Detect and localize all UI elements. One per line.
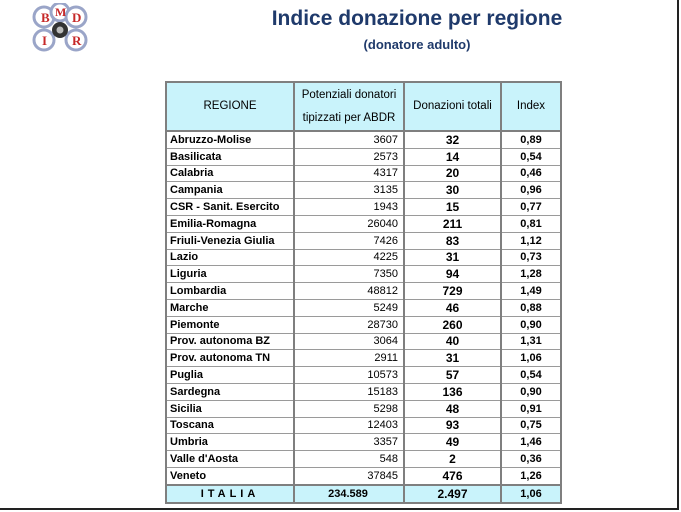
cell-region: Abruzzo-Molise [167,131,294,148]
header-region: REGIONE [167,83,294,131]
cell-potential-donors: 2573 [294,148,404,165]
cell-index: 0,89 [501,131,560,148]
logo-letter-d: D [72,10,82,25]
logo-letter-m: M [55,5,67,19]
cell-total-donations: 30 [404,182,501,199]
cell-total-donations: 2 [404,451,501,468]
header-potential-line1: Potenziali donatori [301,88,397,101]
cell-total-donations: 31 [404,350,501,367]
cell-index: 0,90 [501,383,560,400]
cell-index: 0,81 [501,215,560,232]
cell-region: Liguria [167,266,294,283]
cell-region: Prov. autonoma BZ [167,333,294,350]
cell-region: Sardegna [167,383,294,400]
donation-table-container [165,81,562,504]
table-body [167,131,560,502]
page-subtitle: (donatore adulto) [363,37,471,52]
cell-index: 0,73 [501,249,560,266]
cell-region: Lombardia [167,283,294,300]
table-row [167,148,560,165]
cell-potential-donors: 28730 [294,316,404,333]
table-row [167,434,560,451]
cell-total-donations: 211 [404,215,501,232]
table-row [167,367,560,384]
cell-region: Sicilia [167,400,294,417]
table-row [167,232,560,249]
cell-potential-donors: 7426 [294,232,404,249]
cell-potential-donors: 3064 [294,333,404,350]
table-row [167,383,560,400]
table-row [167,131,560,148]
cell-index: 0,90 [501,316,560,333]
table-row [167,266,560,283]
cell-region: Valle d'Aosta [167,451,294,468]
table-row [167,165,560,182]
cell-index: 1,26 [501,467,560,484]
total-potential-donors: 234.589 [294,485,404,502]
cell-total-donations: 49 [404,434,501,451]
cell-total-donations: 83 [404,232,501,249]
cell-total-donations: 260 [404,316,501,333]
cell-index: 1,06 [501,350,560,367]
header-potential-donors [294,83,404,131]
cell-index: 0,77 [501,199,560,216]
cell-index: 1,28 [501,266,560,283]
cell-total-donations: 48 [404,400,501,417]
total-index: 1,06 [501,485,560,502]
cell-index: 0,54 [501,148,560,165]
cell-region: Emilia-Romagna [167,215,294,232]
cell-potential-donors: 5298 [294,400,404,417]
cell-region: CSR - Sanit. Esercito [167,199,294,216]
cell-potential-donors: 37845 [294,467,404,484]
cell-potential-donors: 1943 [294,199,404,216]
cell-index: 0,36 [501,451,560,468]
cell-region: Piemonte [167,316,294,333]
cell-region: Calabria [167,165,294,182]
header-potential-line2: tipizzati per ABDR [302,111,396,124]
cell-region: Puglia [167,367,294,384]
table-row [167,199,560,216]
cell-index: 0,75 [501,417,560,434]
cell-total-donations: 40 [404,333,501,350]
cell-total-donations: 46 [404,299,501,316]
cell-potential-donors: 48812 [294,283,404,300]
cell-region: Campania [167,182,294,199]
cell-total-donations: 32 [404,131,501,148]
cell-potential-donors: 3357 [294,434,404,451]
cell-index: 0,88 [501,299,560,316]
cell-potential-donors: 7350 [294,266,404,283]
table-row [167,316,560,333]
cell-region: Prov. autonoma TN [167,350,294,367]
cell-potential-donors: 3135 [294,182,404,199]
cell-total-donations: 14 [404,148,501,165]
cell-index: 1,49 [501,283,560,300]
cell-total-donations: 136 [404,383,501,400]
cell-potential-donors: 15183 [294,383,404,400]
cell-region: Umbria [167,434,294,451]
cell-index: 1,46 [501,434,560,451]
cell-total-donations: 476 [404,467,501,484]
total-donations: 2.497 [404,485,501,502]
table-row [167,215,560,232]
cell-total-donations: 729 [404,283,501,300]
table-row [167,333,560,350]
cell-region: Veneto [167,467,294,484]
bmdir-logo [30,3,90,55]
table-total-row [167,485,560,502]
cell-potential-donors: 26040 [294,215,404,232]
table-row [167,350,560,367]
logo-letter-b: B [41,10,50,25]
cell-index: 0,46 [501,165,560,182]
header-index: Index [501,83,560,131]
cell-index: 0,96 [501,182,560,199]
logo-letter-r: R [72,33,82,48]
cell-index: 0,91 [501,400,560,417]
cell-index: 0,54 [501,367,560,384]
cell-potential-donors: 4225 [294,249,404,266]
table-row [167,417,560,434]
cell-total-donations: 93 [404,417,501,434]
table-row [167,182,560,199]
table-row [167,467,560,484]
cell-potential-donors: 4317 [294,165,404,182]
cell-potential-donors: 5249 [294,299,404,316]
table-header-row [167,83,560,131]
donation-index-table [167,83,560,502]
table-row [167,451,560,468]
cell-potential-donors: 3607 [294,131,404,148]
total-region: ITALIA [167,485,294,502]
table-row [167,283,560,300]
header-total-donations: Donazioni totali [404,83,501,131]
cell-total-donations: 31 [404,249,501,266]
logo-center-hole [57,27,64,34]
cell-index: 1,31 [501,333,560,350]
cell-total-donations: 57 [404,367,501,384]
cell-region: Friuli-Venezia Giulia [167,232,294,249]
table-row [167,299,560,316]
cell-total-donations: 20 [404,165,501,182]
cell-index: 1,12 [501,232,560,249]
cell-potential-donors: 12403 [294,417,404,434]
cell-potential-donors: 10573 [294,367,404,384]
cell-potential-donors: 2911 [294,350,404,367]
cell-potential-donors: 548 [294,451,404,468]
cell-total-donations: 94 [404,266,501,283]
table-row [167,400,560,417]
cell-region: Basilicata [167,148,294,165]
cell-region: Lazio [167,249,294,266]
cell-region: Toscana [167,417,294,434]
table-row [167,249,560,266]
logo-letter-i: I [42,33,48,48]
page-title: Indice donazione per regione [271,7,563,30]
cell-total-donations: 15 [404,199,501,216]
cell-region: Marche [167,299,294,316]
